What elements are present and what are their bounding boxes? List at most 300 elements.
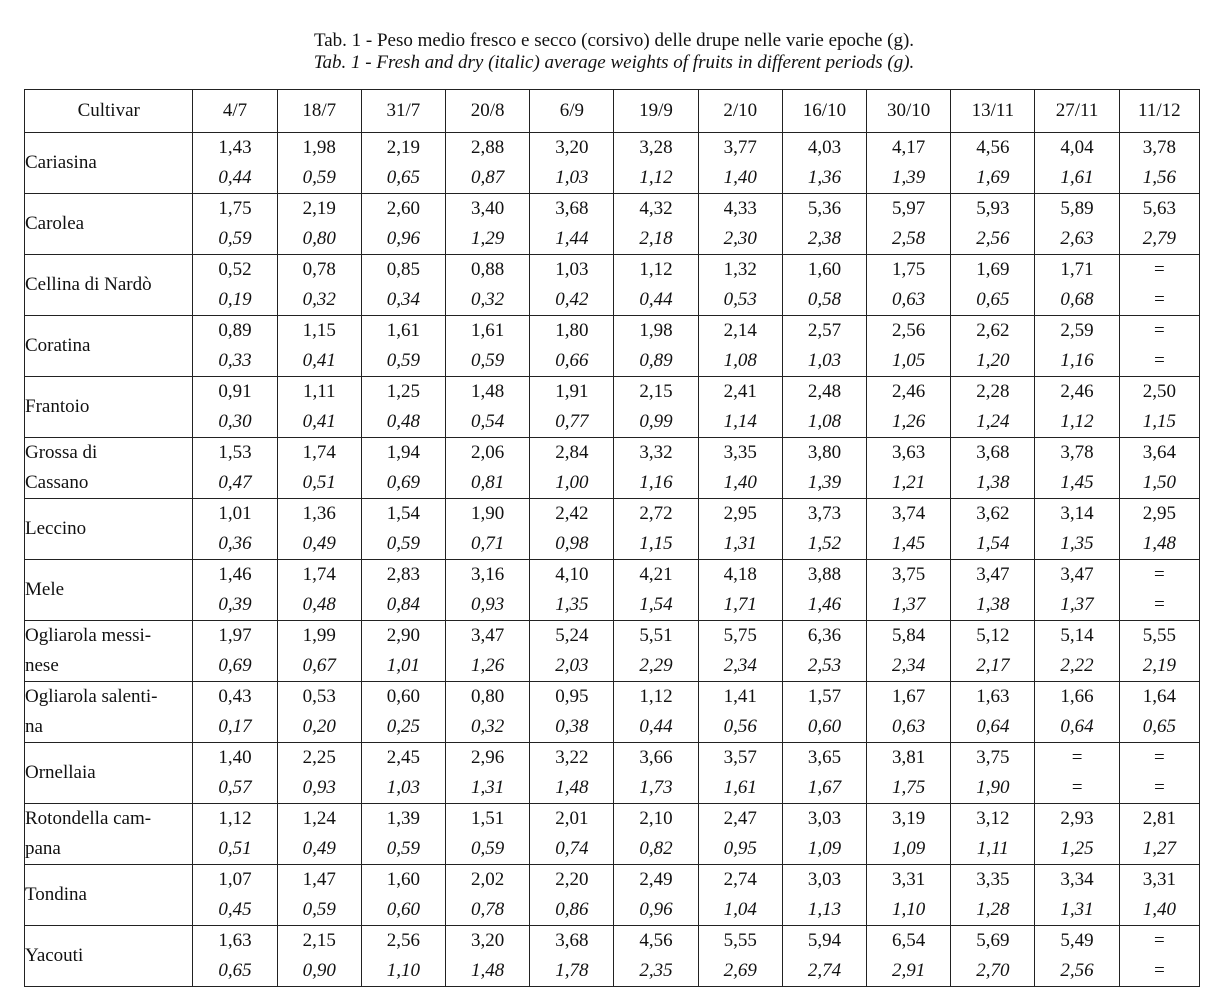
dry-weight: 0,71 — [471, 533, 505, 554]
weight-cell — [782, 377, 866, 438]
cultivar-name — [25, 804, 193, 865]
cultivar-name — [25, 438, 193, 499]
dry-weight: 0,51 — [218, 838, 252, 859]
weight-cell — [951, 682, 1035, 743]
fresh-weight: 1,80 — [555, 320, 589, 341]
fresh-weight: 3,31 — [892, 869, 926, 890]
fresh-weight: 5,49 — [1060, 930, 1094, 951]
fresh-weight: 5,75 — [723, 625, 757, 646]
weight-cell — [782, 926, 866, 987]
weight-cell — [277, 560, 361, 621]
weight-cell — [951, 865, 1035, 926]
fresh-weight: 1,67 — [892, 686, 926, 707]
fresh-weight: 3,03 — [807, 808, 842, 829]
dry-weight: 1,13 — [807, 899, 842, 920]
dry-weight: 0,49 — [302, 838, 336, 859]
fresh-weight: 5,93 — [976, 198, 1010, 219]
fresh-weight: 1,11 — [302, 381, 336, 402]
dry-weight: 0,74 — [555, 838, 589, 859]
dry-weight: 1,28 — [976, 899, 1010, 920]
table-row — [25, 743, 1200, 804]
dry-weight: 0,78 — [471, 899, 505, 920]
fresh-weight: 1,36 — [302, 503, 336, 524]
dry-weight: 2,18 — [639, 228, 673, 249]
fresh-weight: 5,69 — [976, 930, 1010, 951]
fresh-weight: 3,35 — [976, 869, 1010, 890]
fresh-weight: 2,15 — [639, 381, 673, 402]
dry-weight: 0,32 — [302, 289, 336, 310]
fresh-weight: 3,22 — [555, 747, 589, 768]
dry-weight: 1,73 — [639, 777, 673, 798]
fresh-weight: 1,75 — [218, 198, 252, 219]
weight-cell — [698, 743, 782, 804]
dry-weight: 1,11 — [976, 838, 1009, 859]
weight-cell — [867, 316, 951, 377]
weight-cell — [361, 926, 445, 987]
weight-cell — [446, 804, 530, 865]
weight-cell — [867, 621, 951, 682]
dry-weight: 1,39 — [892, 167, 926, 188]
dry-weight: 2,17 — [976, 655, 1010, 676]
dry-weight: 1,12 — [639, 167, 673, 188]
weight-cell — [361, 499, 445, 560]
table-row — [25, 133, 1200, 194]
dry-weight: 1,56 — [1142, 167, 1176, 188]
weight-cell — [530, 255, 614, 316]
dry-weight: 0,59 — [302, 899, 336, 920]
weight-cell — [446, 560, 530, 621]
fresh-weight: 3,20 — [471, 930, 505, 951]
weight-cell — [530, 560, 614, 621]
column-header-date: 31/7 — [361, 90, 445, 133]
weight-cell — [277, 743, 361, 804]
dry-weight: 1,54 — [976, 533, 1010, 554]
fresh-weight: 1,15 — [302, 320, 336, 341]
fresh-weight: 1,48 — [471, 381, 505, 402]
fresh-weight: 3,65 — [807, 747, 842, 768]
fresh-weight: 3,12 — [976, 808, 1010, 829]
fresh-weight: 3,75 — [892, 564, 926, 585]
dry-weight: 2,29 — [639, 655, 673, 676]
column-header-date: 13/11 — [951, 90, 1035, 133]
fresh-weight: 1,54 — [386, 503, 421, 524]
dry-weight: 1,38 — [976, 594, 1010, 615]
fresh-weight: 2,56 — [892, 320, 926, 341]
weight-cell — [446, 255, 530, 316]
fresh-weight: 3,14 — [1060, 503, 1094, 524]
dry-weight: 0,49 — [302, 533, 336, 554]
dry-weight: 0,98 — [555, 533, 589, 554]
weight-cell — [361, 743, 445, 804]
weight-cell — [698, 377, 782, 438]
weight-cell — [446, 926, 530, 987]
fresh-weight: 2,46 — [1060, 381, 1094, 402]
weight-cell — [1035, 194, 1119, 255]
weight-cell — [193, 438, 277, 499]
dry-weight: 2,79 — [1142, 228, 1176, 249]
fresh-weight: 3,28 — [639, 137, 673, 158]
dry-weight: 1,25 — [1060, 838, 1094, 859]
weight-cell — [1119, 194, 1199, 255]
weight-cell — [698, 865, 782, 926]
fresh-weight: 2,06 — [471, 442, 505, 463]
fresh-weight: = — [1153, 930, 1165, 951]
fresh-weight: 2,10 — [639, 808, 673, 829]
weight-cell — [1035, 438, 1119, 499]
dry-weight: 1,20 — [976, 350, 1010, 371]
weight-cell — [782, 255, 866, 316]
dry-weight: 0,64 — [976, 716, 1010, 737]
dry-weight: 1,26 — [892, 411, 926, 432]
fresh-weight: 1,01 — [218, 503, 252, 524]
dry-weight: 1,35 — [1060, 533, 1094, 554]
dry-weight: 1,38 — [976, 472, 1010, 493]
fresh-weight: 3,75 — [976, 747, 1010, 768]
fresh-weight: 3,31 — [1142, 869, 1176, 890]
fresh-weight: 5,63 — [1142, 198, 1176, 219]
weight-cell — [782, 865, 866, 926]
dry-weight: 1,48 — [1142, 533, 1176, 554]
weight-cell — [446, 133, 530, 194]
cultivar-name-line: Leccino — [25, 518, 87, 539]
weight-cell — [951, 194, 1035, 255]
fresh-weight: 0,85 — [386, 259, 421, 280]
cultivar-name — [25, 316, 193, 377]
fresh-weight: = — [1153, 259, 1165, 280]
weight-cell — [782, 133, 866, 194]
dry-weight: 0,33 — [218, 350, 252, 371]
weight-cell — [867, 804, 951, 865]
fresh-weight: 5,24 — [555, 625, 589, 646]
weight-cell — [951, 438, 1035, 499]
dry-weight: 1,03 — [386, 777, 421, 798]
weight-cell — [1035, 316, 1119, 377]
table-body — [25, 133, 1200, 987]
weight-cell — [698, 316, 782, 377]
weight-cell — [951, 255, 1035, 316]
dry-weight: 2,34 — [723, 655, 757, 676]
weight-cell — [1035, 560, 1119, 621]
weight-cell — [530, 804, 614, 865]
fresh-weight: 1,39 — [386, 808, 421, 829]
weight-cell — [1119, 255, 1199, 316]
dry-weight: 0,59 — [386, 838, 421, 859]
dry-weight: 1,29 — [471, 228, 505, 249]
dry-weight: = — [1152, 289, 1166, 310]
weight-cell — [277, 133, 361, 194]
fresh-weight: 1,66 — [1060, 686, 1094, 707]
fresh-weight: 1,71 — [1060, 259, 1094, 280]
weight-cell — [1035, 926, 1119, 987]
weight-cell — [446, 316, 530, 377]
weight-cell — [530, 133, 614, 194]
fresh-weight: 3,47 — [976, 564, 1010, 585]
weight-cell — [867, 133, 951, 194]
dry-weight: 1,01 — [386, 655, 421, 676]
weight-cell — [782, 316, 866, 377]
weight-cell — [1119, 560, 1199, 621]
fresh-weight: 1,63 — [976, 686, 1010, 707]
fresh-weight: 2,93 — [1060, 808, 1094, 829]
cultivar-name-line: Cassano — [25, 472, 89, 493]
fresh-weight: 2,96 — [471, 747, 505, 768]
dry-weight: 0,96 — [386, 228, 421, 249]
weight-cell — [1119, 804, 1199, 865]
fresh-weight: 1,90 — [471, 503, 505, 524]
cultivar-name — [25, 621, 193, 682]
cultivar-name-line: Grossa di — [25, 442, 98, 463]
dry-weight: 1,31 — [471, 777, 505, 798]
cultivar-name — [25, 377, 193, 438]
fresh-weight: 3,03 — [807, 869, 842, 890]
table-row — [25, 255, 1200, 316]
column-header-date: 30/10 — [867, 90, 951, 133]
dry-weight: 0,44 — [639, 716, 673, 737]
dry-weight: 1,39 — [807, 472, 842, 493]
dry-weight: 2,69 — [723, 960, 757, 981]
dry-weight: 1,40 — [723, 472, 757, 493]
dry-weight: = — [1070, 777, 1084, 798]
column-header-cultivar: Cultivar — [25, 90, 193, 133]
weight-cell — [530, 499, 614, 560]
fresh-weight: 1,69 — [976, 259, 1010, 280]
fresh-weight: 3,62 — [976, 503, 1010, 524]
fresh-weight: = — [1153, 564, 1165, 585]
weight-cell — [867, 438, 951, 499]
fresh-weight: 1,64 — [1142, 686, 1176, 707]
weight-cell — [698, 499, 782, 560]
cultivar-name-line: Cariasina — [25, 152, 97, 173]
cultivar-name-line: Rotondella cam- — [25, 808, 152, 829]
weight-cell — [446, 865, 530, 926]
weight-cell — [782, 804, 866, 865]
dry-weight: 1,50 — [1142, 472, 1176, 493]
fresh-weight: 1,41 — [723, 686, 757, 707]
weight-cell — [614, 377, 698, 438]
dry-weight: 0,19 — [218, 289, 252, 310]
dry-weight: 1,78 — [555, 960, 589, 981]
fresh-weight: 3,40 — [471, 198, 505, 219]
weight-cell — [277, 682, 361, 743]
cultivar-name — [25, 194, 193, 255]
weight-cell — [951, 804, 1035, 865]
dry-weight: 1,15 — [1142, 411, 1176, 432]
weight-cell — [698, 682, 782, 743]
dry-weight: = — [1152, 960, 1166, 981]
dry-weight: 1,16 — [639, 472, 673, 493]
weight-cell — [277, 316, 361, 377]
weight-cell — [1119, 438, 1199, 499]
dry-weight: 2,91 — [892, 960, 926, 981]
dry-weight: 0,87 — [471, 167, 505, 188]
fresh-weight: 3,78 — [1060, 442, 1094, 463]
dry-weight: = — [1152, 777, 1166, 798]
weight-cell — [1119, 377, 1199, 438]
fresh-weight: 1,94 — [386, 442, 421, 463]
fresh-weight: 5,55 — [723, 930, 757, 951]
dry-weight: 0,53 — [723, 289, 757, 310]
weight-cell — [951, 377, 1035, 438]
weight-cell — [193, 926, 277, 987]
fresh-weight: 1,91 — [555, 381, 589, 402]
fresh-weight: 3,78 — [1142, 137, 1176, 158]
fresh-weight: 5,89 — [1060, 198, 1094, 219]
fresh-weight: 2,59 — [1060, 320, 1094, 341]
fresh-weight: = — [1153, 320, 1165, 341]
dry-weight: 0,32 — [471, 289, 505, 310]
weight-cell — [193, 804, 277, 865]
weight-cell — [193, 682, 277, 743]
dry-weight: 0,69 — [218, 655, 252, 676]
fresh-weight: 2,48 — [807, 381, 842, 402]
column-header-date: 6/9 — [530, 90, 614, 133]
dry-weight: 0,77 — [555, 411, 589, 432]
fresh-weight: 3,80 — [807, 442, 842, 463]
dry-weight: 2,19 — [1142, 655, 1176, 676]
weight-cell — [1035, 621, 1119, 682]
dry-weight: 1,61 — [1060, 167, 1094, 188]
dry-weight: 0,39 — [218, 594, 252, 615]
dry-weight: 0,59 — [302, 167, 336, 188]
dry-weight: 0,60 — [386, 899, 421, 920]
fresh-weight: 1,98 — [302, 137, 336, 158]
dry-weight: 0,36 — [218, 533, 252, 554]
weight-cell — [277, 926, 361, 987]
dry-weight: 0,48 — [386, 411, 421, 432]
weight-cell — [614, 560, 698, 621]
weight-cell — [614, 865, 698, 926]
dry-weight: 0,59 — [471, 350, 505, 371]
weight-cell — [277, 194, 361, 255]
dry-weight: 1,27 — [1142, 838, 1176, 859]
dry-weight: 1,00 — [555, 472, 589, 493]
dry-weight: 2,58 — [892, 228, 926, 249]
fresh-weight: 1,25 — [386, 381, 421, 402]
weight-cell — [530, 621, 614, 682]
column-header-date: 16/10 — [782, 90, 866, 133]
fresh-weight: 5,94 — [807, 930, 842, 951]
dry-weight: 0,54 — [471, 411, 505, 432]
weight-cell — [1035, 682, 1119, 743]
dry-weight: 2,38 — [807, 228, 842, 249]
weight-cell — [530, 194, 614, 255]
dry-weight: 1,45 — [892, 533, 926, 554]
fresh-weight: 3,47 — [471, 625, 505, 646]
dry-weight: 0,51 — [302, 472, 336, 493]
fresh-weight: 2,90 — [386, 625, 421, 646]
dry-weight: 0,41 — [302, 411, 336, 432]
table-row — [25, 621, 1200, 682]
weight-cell — [361, 682, 445, 743]
table-row — [25, 804, 1200, 865]
dry-weight: 1,26 — [471, 655, 505, 676]
weight-cell — [277, 255, 361, 316]
weight-cell — [361, 133, 445, 194]
fresh-weight: 4,17 — [892, 137, 926, 158]
dry-weight: 0,89 — [639, 350, 673, 371]
dry-weight: 1,48 — [471, 960, 505, 981]
fresh-weight: 2,01 — [555, 808, 589, 829]
weight-cell — [277, 377, 361, 438]
weight-cell — [614, 316, 698, 377]
weight-cell — [614, 194, 698, 255]
table-row — [25, 682, 1200, 743]
weight-cell — [782, 194, 866, 255]
dry-weight: 0,64 — [1060, 716, 1094, 737]
weight-cell — [193, 560, 277, 621]
dry-weight: 1,10 — [386, 960, 421, 981]
fresh-weight: 1,07 — [218, 869, 252, 890]
fresh-weight: 4,56 — [639, 930, 673, 951]
fresh-weight: 1,51 — [471, 808, 505, 829]
dry-weight: 1,31 — [1060, 899, 1094, 920]
dry-weight: 1,15 — [639, 533, 673, 554]
fresh-weight: 5,51 — [639, 625, 673, 646]
fresh-weight: 4,03 — [807, 137, 842, 158]
dry-weight: 1,14 — [723, 411, 757, 432]
fresh-weight: 1,99 — [302, 625, 336, 646]
dry-weight: 0,81 — [471, 472, 505, 493]
fresh-weight: 0,91 — [218, 381, 252, 402]
weight-cell — [698, 133, 782, 194]
cultivar-name — [25, 865, 193, 926]
fresh-weight: 2,14 — [723, 320, 757, 341]
weight-cell — [1119, 316, 1199, 377]
fresh-weight: 4,21 — [639, 564, 673, 585]
dry-weight: 1,52 — [807, 533, 842, 554]
dry-weight: 1,08 — [723, 350, 757, 371]
weight-cell — [530, 438, 614, 499]
weight-cell — [1119, 865, 1199, 926]
fresh-weight: 2,56 — [386, 930, 421, 951]
table-row — [25, 865, 1200, 926]
fresh-weight: 3,32 — [639, 442, 673, 463]
weight-cell — [614, 499, 698, 560]
weight-cell — [782, 682, 866, 743]
column-header-date: 27/11 — [1035, 90, 1119, 133]
weight-cell — [867, 926, 951, 987]
weight-cell — [614, 743, 698, 804]
fresh-weight: 2,74 — [723, 869, 757, 890]
dry-weight: 0,60 — [807, 716, 842, 737]
fresh-weight: 2,95 — [723, 503, 757, 524]
fresh-weight: 3,73 — [807, 503, 842, 524]
weight-cell — [1119, 743, 1199, 804]
fresh-weight: 1,74 — [302, 564, 336, 585]
cultivar-name-line: Coratina — [25, 335, 91, 356]
header-row — [25, 90, 1200, 133]
fresh-weight: 2,60 — [386, 198, 421, 219]
fresh-weight: 0,89 — [218, 320, 252, 341]
dry-weight: 0,17 — [218, 716, 252, 737]
weight-cell — [530, 743, 614, 804]
dry-weight: 0,44 — [639, 289, 673, 310]
dry-weight: 2,56 — [976, 228, 1010, 249]
fresh-weight: = — [1071, 747, 1083, 768]
fresh-weight: 6,54 — [892, 930, 926, 951]
dry-weight: 1,31 — [723, 533, 757, 554]
fresh-weight: 3,66 — [639, 747, 673, 768]
dry-weight: 1,45 — [1060, 472, 1094, 493]
dry-weight: 2,63 — [1060, 228, 1094, 249]
weight-cell — [361, 621, 445, 682]
weight-cell — [1035, 377, 1119, 438]
weight-cell — [193, 255, 277, 316]
dry-weight: 0,84 — [386, 594, 421, 615]
fresh-weight: 1,12 — [639, 686, 673, 707]
dry-weight: 1,37 — [892, 594, 926, 615]
weight-cell — [782, 743, 866, 804]
